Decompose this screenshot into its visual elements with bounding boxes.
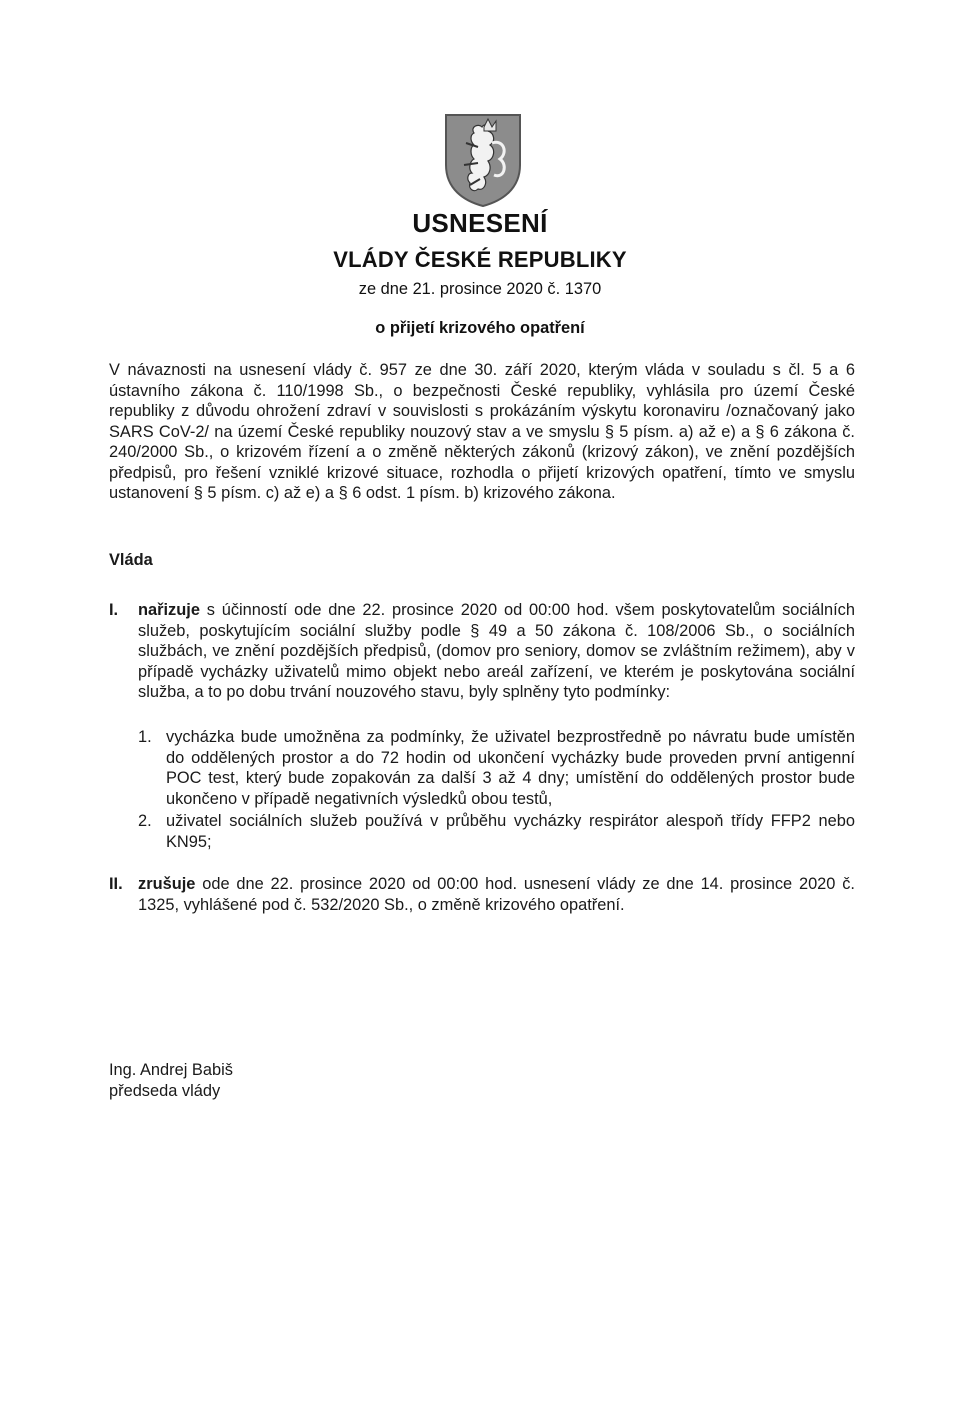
document-subtitle: VLÁDY ČESKÉ REPUBLIKY xyxy=(333,247,627,272)
intro-paragraph: V návaznosti na usnesení vlády č. 957 ze dne 30. září 2020, kterým vláda v souladu s čl. 5 a 6 ústavního zákona č. 110/1998 Sb., o bezpečnosti České republiky, vyhlásila pro území České republiky z důvodu ohrožení zdraví v souvislosti s prokázáním výskytu koronaviru /označovaný jako SARS CoV-2/ na území České republiky nouzový stav a ve smyslu § 5 písm. a) až e) a § 6 zákona č. 240/2000 Sb., o krizovém řízení a o změně některých zákonů (krizový zákon), ve znění pozdějších předpisů, pro řešení vzniklé krizové situace, rozhodla o přijetí krizových opatření, tímto ve smyslu ustanovení § 5 písm. c) až e) a § 6 odst. 1 písm. b) krizového zákona. xyxy=(109,361,855,502)
item-1-text: vycházka bude umožněna za podmínky, že uživatel bezprostředně po návratu bude umístěn do oddělených prostor a do 72 hodin od ukončení vycházky bude proveden první antigenní POC test, který bude zopakován za další 3 až 4 dny; umístění do oddělených prostor bude ukončeno v případě negativních výsledků obou testů, xyxy=(166,728,855,808)
section-2-numeral: II. xyxy=(109,875,123,893)
state-emblem-icon xyxy=(444,113,522,208)
item-2-number: 2. xyxy=(138,812,152,830)
section-1-text: s účinností ode dne 22. prosince 2020 od 00:00 hod. všem poskytovatelům sociálních služeb, poskytujícím sociální služby podle § 49 a 50 zákona č. 108/2006 Sb., o sociálních službách, ve znění pozdějších předpisů, (domov pro seniory, domov se zvláštním režimem), aby v případě vycházky uživatelů mimo objekt nebo areál zařízení, ve kterém je poskytována sociální služba, a to po dobu trvání nouzového stavu, byly splněny tyto podmínky: xyxy=(138,601,855,701)
section-1-paragraph xyxy=(138,600,855,703)
signature-block xyxy=(109,1060,233,1101)
section-1-numeral: I. xyxy=(109,601,119,619)
signature-name: Ing. Andrej Babiš xyxy=(109,1061,233,1079)
section-2-paragraph xyxy=(138,874,855,915)
vlada-label: Vláda xyxy=(109,551,153,569)
item-2-text: uživatel sociálních služeb používá v průběhu vycházky respirátor alespoň třídy FFP2 nebo KN95; xyxy=(166,812,855,851)
signature-role: předseda vlády xyxy=(109,1081,221,1100)
document-date-line: ze dne 21. prosince 2020 č. 1370 xyxy=(358,280,602,298)
document-title: USNESENÍ xyxy=(412,208,548,238)
item-1-number: 1. xyxy=(138,728,152,746)
section-2-text: ode dne 22. prosince 2020 od 00:00 hod. usnesení vlády ze dne 14. prosince 2020 č. 1325, vyhlášené pod č. 532/2020 Sb., o změně krizového opatření. xyxy=(138,875,855,914)
section-1-keyword: nařizuje xyxy=(138,601,200,619)
document-topic: o přijetí krizového opatření xyxy=(375,319,585,337)
section-2-keyword: zrušuje xyxy=(138,875,196,893)
